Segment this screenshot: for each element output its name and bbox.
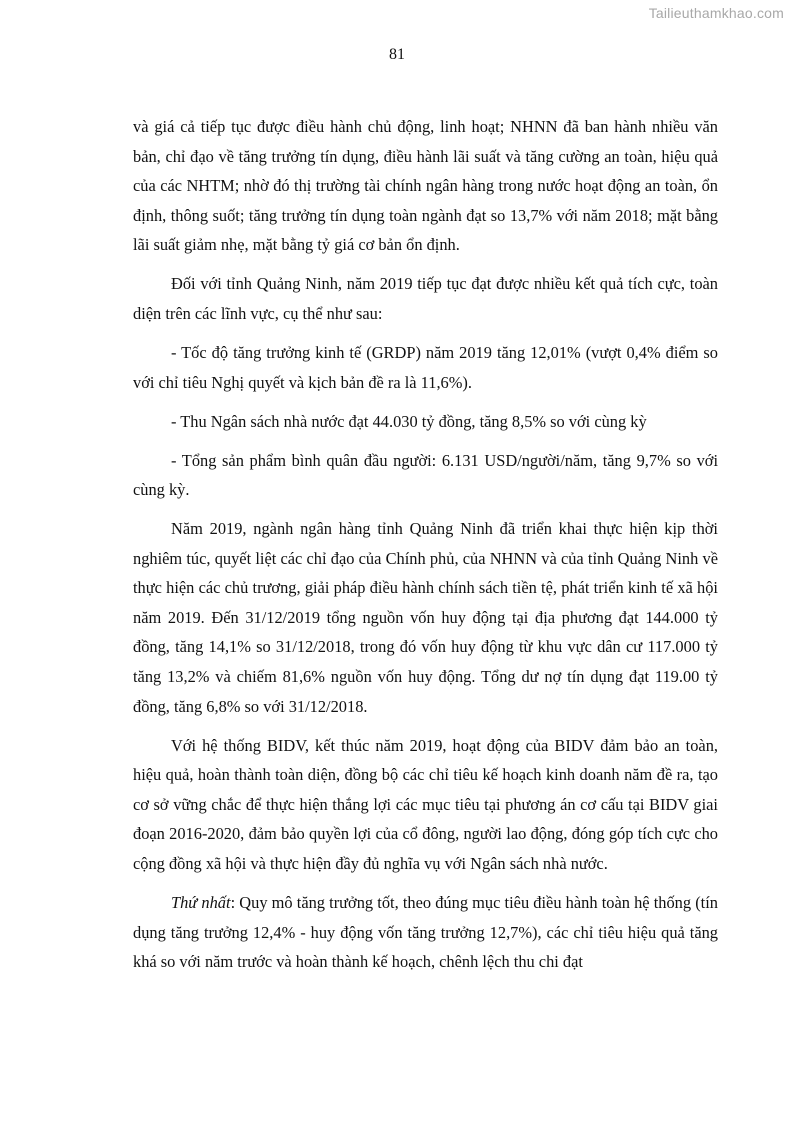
paragraph: Với hệ thống BIDV, kết thúc năm 2019, hoạt động của BIDV đảm bảo an toàn, hiệu quả, hoàn thành toàn diện, đồng bộ các chỉ tiêu kế hoạch kinh doanh năm đề ra, tạo cơ sở vững chắc để thực hiện thắng lợi các mục tiêu tại phương án cơ cấu tại BIDV giai đoạn 2016-2020, đảm bảo quyền lợi của cổ đông, người lao động, đóng góp tích cực cho cộng đồng xã hội và thực hiện đầy đủ nghĩa vụ với Ngân sách nhà nước.: [133, 735, 718, 873]
paragraph-text: : Quy mô tăng trưởng tốt, theo đúng mục tiêu điều hành toàn hệ thống (tín dụng tăng trưởng 12,4% - huy động vốn tăng trưởng 12,7%), các chỉ tiêu hiệu quả tăng khá so với năm trước và hoàn thành kế hoạch, chênh lệch thu chi đạt: [133, 892, 718, 972]
paragraph: và giá cả tiếp tục được điều hành chủ động, linh hoạt; NHNN đã ban hành nhiều văn bản, chỉ đạo về tăng trưởng tín dụng, điều hành lãi suất và tăng cường an toàn, hiệu quả của các NHTM; nhờ đó thị trường tài chính ngân hàng trong nước hoạt động an toàn, ổn định, thông suốt; tăng trưởng tín dụng toàn ngành đạt so 13,7% với năm 2018; mặt bằng lãi suất giảm nhẹ, mặt bằng tỷ giá cơ bản ổn định.: [133, 117, 718, 255]
page-number: 81: [389, 46, 405, 63]
paragraph: [133, 888, 718, 977]
paragraph: Năm 2019, ngành ngân hàng tỉnh Quảng Ninh đã triển khai thực hiện kịp thời nghiêm túc, quyết liệt các chỉ đạo của Chính phủ, của NHNN và của tỉnh Quảng Ninh về thực hiện các chủ trương, giải pháp điều hành chính sách tiền tệ, phát triển kinh tế xã hội năm 2019. Đến 31/12/2019 tổng nguồn vốn huy động tại địa phương đạt 144.000 tỷ đồng, tăng 14,1% so 31/12/2018, trong đó vốn huy động từ khu vực dân cư 117.000 tỷ tăng 13,2% và chiếm 81,6% nguồn vốn huy động. Tổng dư nợ tín dụng đạt 119.00 tỷ đồng, tăng 6,8% so với 31/12/2018.: [133, 519, 718, 716]
paragraph: Đối với tỉnh Quảng Ninh, năm 2019 tiếp tục đạt được nhiều kết quả tích cực, toàn diện trên các lĩnh vực, cụ thể như sau:: [133, 274, 718, 323]
bullet-item: - Thu Ngân sách nhà nước đạt 44.030 tỷ đồng, tăng 8,5% so với cùng kỳ: [171, 411, 647, 431]
watermark: Tailieuthamkhao.com: [648, 5, 784, 21]
paragraph-lead: Thứ nhất: [171, 892, 231, 912]
document-body: [133, 112, 718, 986]
bullet-item: - Tốc độ tăng trưởng kinh tế (GRDP) năm 2019 tăng 12,01% (vượt 0,4% điểm so với chỉ tiêu Nghị quyết và kịch bản đề ra là 11,6%).: [133, 342, 718, 392]
bullet-item: - Tổng sản phẩm bình quân đầu người: 6.131 USD/người/năm, tăng 9,7% so với cùng kỳ.: [133, 450, 718, 500]
